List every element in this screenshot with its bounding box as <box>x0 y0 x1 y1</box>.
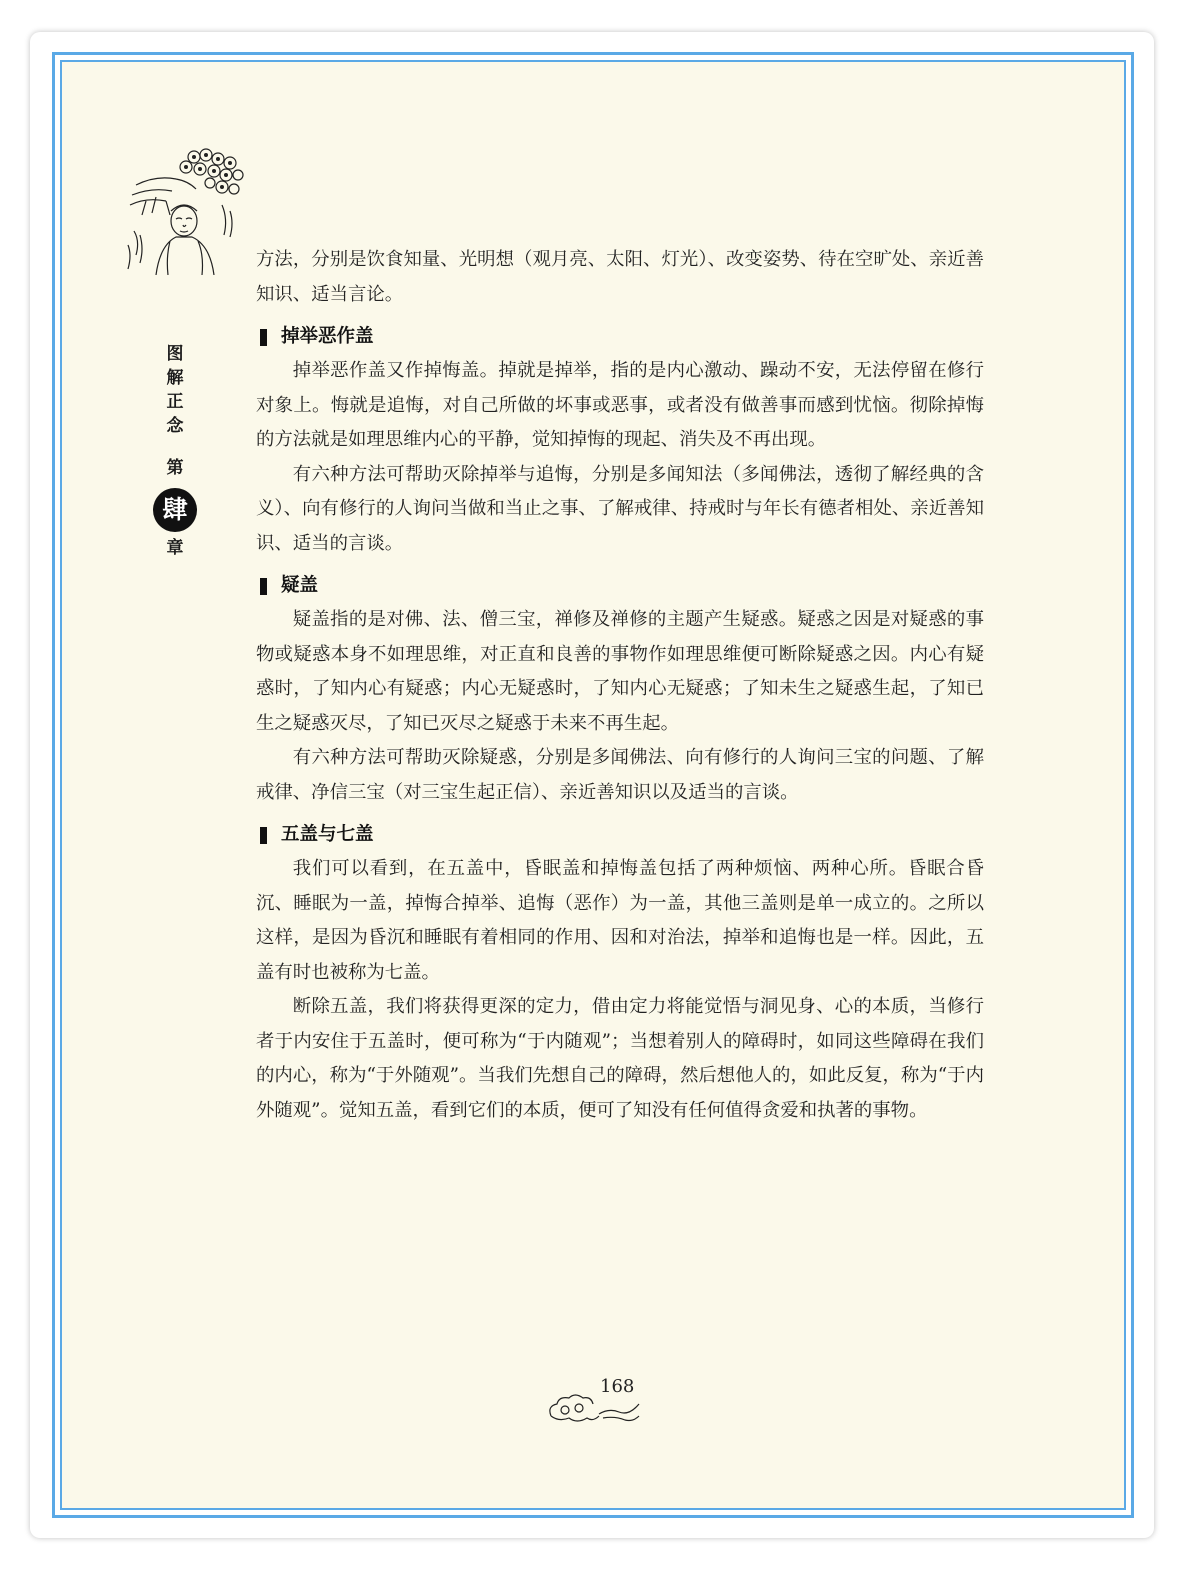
heading-marker-icon <box>260 578 267 595</box>
paragraph: 掉举恶作盖又作掉悔盖。掉就是掉举，指的是内心激动、躁动不安，无法停留在修行对象上。悔就是追悔，对自己所做的坏事或恶事，或者没有做善事而感到忧恼。彻除掉悔的方法就是如理思维内心的平静，觉知掉悔的现起、消失及不再出现。 <box>256 360 984 450</box>
section-heading <box>256 322 984 352</box>
paragraph: 有六种方法可帮助灭除疑惑，分别是多闻佛法、向有修行的人询问三宝的问题、了解戒律、净信三宝（对三宝生起正信）、亲近善知识以及适当的言谈。 <box>256 747 984 803</box>
section-heading-text: 五盖与七盖 <box>281 824 374 845</box>
side-title-char: 图 <box>166 344 184 364</box>
side-title-di: 第 <box>166 458 184 478</box>
side-title-char: 念 <box>166 416 184 436</box>
section-heading-text: 疑盖 <box>281 575 319 596</box>
section-heading <box>256 571 984 601</box>
paragraph: 我们可以看到，在五盖中，昏眠盖和掉悔盖包括了两种烦恼、两种心所。昏眠合昏沉、睡眠为一盖，掉悔合掉举、追悔（恶作）为一盖，其他三盖则是单一成立的。之所以这样，是因为昏沉和睡眠有着相同的作用、因和对治法，掉举和追悔也是一样。因此，五盖有时也被称为七盖。 <box>256 858 984 983</box>
body-text <box>256 243 984 1128</box>
heading-marker-icon <box>260 827 267 844</box>
heading-marker-icon <box>260 329 267 346</box>
monk-illustration-icon <box>126 145 246 275</box>
intro-paragraph: 方法，分别是饮食知量、光明想（观月亮、太阳、灯光）、改变姿势、待在空旷处、亲近善知识、适当言论。 <box>256 249 984 305</box>
cloud-ornament-icon <box>545 1388 641 1426</box>
side-title-char: 解 <box>166 368 184 388</box>
paragraph: 疑盖指的是对佛、法、僧三宝，禅修及禅修的主题产生疑惑。疑惑之因是对疑惑的事物或疑惑本身不如理思维，对正直和良善的事物作如理思维便可断除疑惑之因。内心有疑惑时，了知内心有疑惑；内心无疑惑时，了知内心无疑惑；了知未生之疑惑生起，了知已生之疑惑灭尽，了知已灭尽之疑惑于未来不再生起。 <box>256 609 984 734</box>
chapter-side-title <box>160 342 190 560</box>
paragraph: 有六种方法可帮助灭除掉举与追悔，分别是多闻知法（多闻佛法，透彻了解经典的含义）、向有修行的人询问当做和当止之事、了解戒律、持戒时与年长有德者相处、亲近善知识、适当的言谈。 <box>256 463 984 554</box>
page-number: 168 <box>600 1376 635 1397</box>
chapter-number-badge: 肆 <box>153 488 197 532</box>
paragraph: 断除五盖，我们将获得更深的定力，借由定力将能觉悟与洞见身、心的本质，当修行者于内安住于五盖时，便可称为“于内随观”；当想着别人的障碍时，如同这些障碍在我们的内心，称为“于外随观”。当我们先想自己的障碍，然后想他人的，如此反复，称为“于内外随观”。觉知五盖，看到它们的本质，便可了知没有任何值得贪爱和执著的事物。 <box>256 996 984 1121</box>
section-heading-text: 掉举恶作盖 <box>281 326 374 347</box>
section-heading <box>256 820 984 850</box>
side-title-char: 正 <box>166 392 184 412</box>
side-title-zhang: 章 <box>166 538 184 558</box>
